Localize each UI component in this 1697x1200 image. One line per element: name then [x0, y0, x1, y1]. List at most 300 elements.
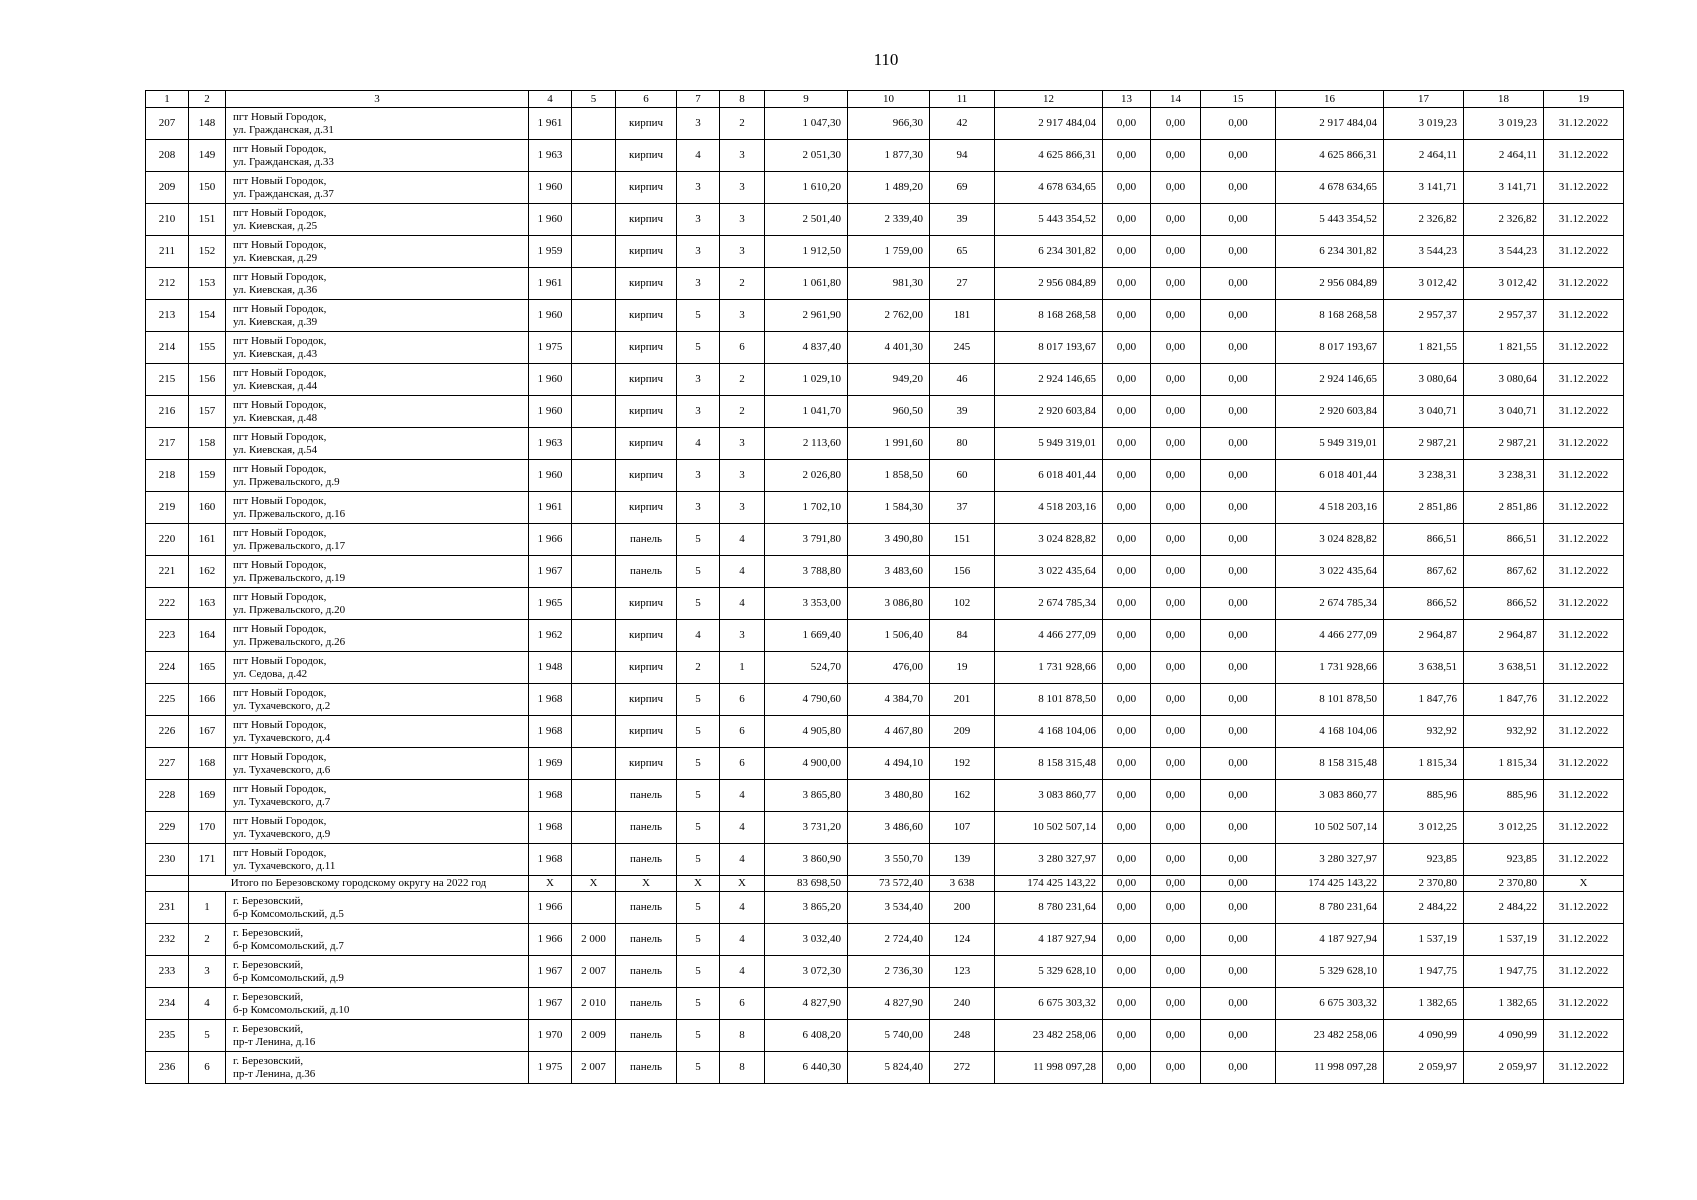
cell-c14: 0,00: [1151, 204, 1201, 236]
cell-c6: кирпич: [616, 652, 677, 684]
cell-c1: 230: [146, 844, 189, 876]
cell-c8: 8: [720, 1052, 765, 1084]
cell-c13: 0,00: [1103, 364, 1151, 396]
table-row: [146, 780, 1624, 812]
cell-address: [226, 204, 529, 236]
cell-c14: 0,00: [1151, 748, 1201, 780]
cell-c15: 0,00: [1201, 844, 1276, 876]
cell-c11: 200: [930, 892, 995, 924]
cell-c17: 3 638,51: [1384, 652, 1464, 684]
cell-c4: 1 959: [529, 236, 572, 268]
cell-c16: 8 017 193,67: [1276, 332, 1384, 364]
cell-c14: 0,00: [1151, 812, 1201, 844]
cell-address: [226, 1052, 529, 1084]
cell-address: [226, 956, 529, 988]
cell-c16: 10 502 507,14: [1276, 812, 1384, 844]
table-row: [146, 812, 1624, 844]
cell-c1: 219: [146, 492, 189, 524]
cell-c13: 0,00: [1103, 988, 1151, 1020]
cell-c17: 1 815,34: [1384, 748, 1464, 780]
cell-c2: 164: [189, 620, 226, 652]
cell-c15: 0,00: [1201, 108, 1276, 140]
cell-address: [226, 780, 529, 812]
cell-c19: 31.12.2022: [1544, 300, 1624, 332]
cell-c1: 221: [146, 556, 189, 588]
cell-c7: 5: [677, 300, 720, 332]
table-row: [146, 1052, 1624, 1084]
column-header-1: 1: [146, 91, 189, 108]
cell-c8: 3: [720, 140, 765, 172]
cell-c16: 2 956 084,89: [1276, 268, 1384, 300]
cell-c10: 4 827,90: [848, 988, 930, 1020]
cell-c12: 2 924 146,65: [995, 364, 1103, 396]
cell-c19: 31.12.2022: [1544, 956, 1624, 988]
cell-c13: 0,00: [1103, 396, 1151, 428]
cell-c15: 0,00: [1201, 684, 1276, 716]
cell-c1: 211: [146, 236, 189, 268]
cell-c17: 3 080,64: [1384, 364, 1464, 396]
cell-c13: 0,00: [1103, 268, 1151, 300]
cell-c16: 8 158 315,48: [1276, 748, 1384, 780]
cell-c18: 1 947,75: [1464, 956, 1544, 988]
cell-address: [226, 396, 529, 428]
cell-c6: кирпич: [616, 396, 677, 428]
cell-c8: 3: [720, 460, 765, 492]
cell-c7: 4: [677, 428, 720, 460]
cell-c4: 1 968: [529, 844, 572, 876]
cell-c12: 3 022 435,64: [995, 556, 1103, 588]
cell-c10: 1 877,30: [848, 140, 930, 172]
cell-c9: 1 029,10: [765, 364, 848, 396]
cell-c1: 208: [146, 140, 189, 172]
cell-c11: 37: [930, 492, 995, 524]
cell-c18: 923,85: [1464, 844, 1544, 876]
cell-c7: 5: [677, 1020, 720, 1052]
cell-c6: кирпич: [616, 364, 677, 396]
cell-c1: 220: [146, 524, 189, 556]
cell-c11: 272: [930, 1052, 995, 1084]
cell-c2: 166: [189, 684, 226, 716]
cell-c11: 42: [930, 108, 995, 140]
cell-c13: 0,00: [1103, 172, 1151, 204]
address-line: ул. Тухачевского, д.11: [233, 859, 336, 872]
cell-c18: 3 040,71: [1464, 396, 1544, 428]
table-row: [146, 684, 1624, 716]
cell-c5: [572, 172, 616, 204]
cell-c2: 157: [189, 396, 226, 428]
cell-address: [226, 924, 529, 956]
cell-c8: 3: [720, 204, 765, 236]
cell-c11: 181: [930, 300, 995, 332]
cell-c10: 1 489,20: [848, 172, 930, 204]
cell-c19: 31.12.2022: [1544, 236, 1624, 268]
cell-c13: 0,00: [1103, 300, 1151, 332]
cell-c1: 216: [146, 396, 189, 428]
cell-address: [226, 300, 529, 332]
cell-c4: 1 962: [529, 620, 572, 652]
cell-c14: 0,00: [1151, 652, 1201, 684]
cell-c4: 1 960: [529, 300, 572, 332]
cell-c10: 949,20: [848, 364, 930, 396]
cell-c10: 3 490,80: [848, 524, 930, 556]
address-line: пгт Новый Городок,: [233, 334, 327, 347]
cell-c15: 0,00: [1201, 364, 1276, 396]
cell-c1: 214: [146, 332, 189, 364]
cell-c15: 0,00: [1201, 588, 1276, 620]
cell-c18: 1 537,19: [1464, 924, 1544, 956]
cell-c2: 4: [189, 988, 226, 1020]
cell-c6: панель: [616, 892, 677, 924]
cell-c13: 0,00: [1103, 748, 1151, 780]
cell-address: [226, 588, 529, 620]
cell-c2: 2: [189, 924, 226, 956]
cell-c16: 6 675 303,32: [1276, 988, 1384, 1020]
cell-c7: 3: [677, 172, 720, 204]
column-header-2: 2: [189, 91, 226, 108]
cell-c12: 6 675 303,32: [995, 988, 1103, 1020]
table-row: [146, 892, 1624, 924]
cell-c11: 39: [930, 204, 995, 236]
cell-c10: 1 858,50: [848, 460, 930, 492]
cell-c13: 0,00: [1103, 780, 1151, 812]
cell-c4: 1 965: [529, 588, 572, 620]
cell-c19: 31.12.2022: [1544, 716, 1624, 748]
cell-c19: 31.12.2022: [1544, 268, 1624, 300]
cell-c8: 4: [720, 812, 765, 844]
cell-c10: 2 339,40: [848, 204, 930, 236]
address-line: ул. Пржевальского, д.16: [233, 507, 346, 520]
cell-c16: 2 674 785,34: [1276, 588, 1384, 620]
cell-c6: панель: [616, 556, 677, 588]
cell-c9: 4 837,40: [765, 332, 848, 364]
cell-c13: 0,00: [1103, 204, 1151, 236]
address-line: ул. Киевская, д.29: [233, 251, 318, 264]
cell-c18: 1 821,55: [1464, 332, 1544, 364]
address-line: ул. Киевская, д.36: [233, 283, 318, 296]
address-line: пгт Новый Городок,: [233, 686, 327, 699]
cell-c18: 3 080,64: [1464, 364, 1544, 396]
cell-address: [226, 1020, 529, 1052]
cell-address: [226, 892, 529, 924]
table-row: [146, 748, 1624, 780]
address-line: ул. Пржевальского, д.17: [233, 539, 346, 552]
cell-c12: 10 502 507,14: [995, 812, 1103, 844]
cell-c19: 31.12.2022: [1544, 460, 1624, 492]
cell-c9: 1 041,70: [765, 396, 848, 428]
cell-c16: 2 920 603,84: [1276, 396, 1384, 428]
cell-c16: 3 280 327,97: [1276, 844, 1384, 876]
housing-register-table: [145, 90, 1624, 1084]
table-row: [146, 924, 1624, 956]
table-row: [146, 140, 1624, 172]
cell-c18: 2 484,22: [1464, 892, 1544, 924]
address-line: пгт Новый Городок,: [233, 494, 327, 507]
cell-c1: 218: [146, 460, 189, 492]
cell-c8: 6: [720, 332, 765, 364]
cell-c15: 0,00: [1201, 268, 1276, 300]
cell-c10: 1 759,00: [848, 236, 930, 268]
cell-c4: 1 967: [529, 988, 572, 1020]
cell-c1: 207: [146, 108, 189, 140]
cell-c6: панель: [616, 812, 677, 844]
cell-c11: 139: [930, 844, 995, 876]
table-row: [146, 172, 1624, 204]
cell-c14: 0,00: [1151, 892, 1201, 924]
cell-c9: 3 072,30: [765, 956, 848, 988]
cell-c4: 1 963: [529, 140, 572, 172]
cell-c7: 5: [677, 812, 720, 844]
cell-c12: 4 187 927,94: [995, 924, 1103, 956]
cell-c14: 0,00: [1151, 684, 1201, 716]
cell-c7: 3: [677, 396, 720, 428]
cell-c10: 2 724,40: [848, 924, 930, 956]
cell-c12: 8 158 315,48: [995, 748, 1103, 780]
cell-c5: [572, 524, 616, 556]
cell-c19: 31.12.2022: [1544, 492, 1624, 524]
cell-c7: 4: [677, 620, 720, 652]
address-line: пгт Новый Городок,: [233, 110, 327, 123]
cell-c16: 2 924 146,65: [1276, 364, 1384, 396]
cell-address: [226, 236, 529, 268]
cell-c8: 2: [720, 396, 765, 428]
cell-c14: 0,00: [1151, 780, 1201, 812]
cell-c17: 3 040,71: [1384, 396, 1464, 428]
total-cell-c5: X: [572, 876, 616, 892]
total-cell-c19: X: [1544, 876, 1624, 892]
cell-c6: кирпич: [616, 236, 677, 268]
address-line: пгт Новый Городок,: [233, 142, 327, 155]
column-header-8: 8: [720, 91, 765, 108]
cell-c15: 0,00: [1201, 924, 1276, 956]
address-line: ул. Киевская, д.44: [233, 379, 318, 392]
cell-c10: 981,30: [848, 268, 930, 300]
cell-c17: 3 012,25: [1384, 812, 1464, 844]
cell-c13: 0,00: [1103, 924, 1151, 956]
cell-c1: 217: [146, 428, 189, 460]
cell-c10: 5 740,00: [848, 1020, 930, 1052]
cell-c13: 0,00: [1103, 716, 1151, 748]
cell-c7: 5: [677, 956, 720, 988]
cell-c7: 2: [677, 652, 720, 684]
cell-c7: 5: [677, 988, 720, 1020]
total-cell-c11: 3 638: [930, 876, 995, 892]
cell-c5: [572, 108, 616, 140]
column-header-14: 14: [1151, 91, 1201, 108]
cell-c1: 222: [146, 588, 189, 620]
cell-c2: 3: [189, 956, 226, 988]
cell-c2: 156: [189, 364, 226, 396]
cell-c7: 3: [677, 460, 720, 492]
cell-c10: 960,50: [848, 396, 930, 428]
cell-c12: 5 443 354,52: [995, 204, 1103, 236]
address-line: пгт Новый Городок,: [233, 526, 327, 539]
cell-c13: 0,00: [1103, 428, 1151, 460]
cell-c19: 31.12.2022: [1544, 1052, 1624, 1084]
cell-c10: 4 401,30: [848, 332, 930, 364]
cell-c16: 8 101 878,50: [1276, 684, 1384, 716]
cell-c11: 69: [930, 172, 995, 204]
cell-c1: 235: [146, 1020, 189, 1052]
address-line: ул. Тухачевского, д.9: [233, 827, 331, 840]
cell-c15: 0,00: [1201, 332, 1276, 364]
cell-c7: 3: [677, 268, 720, 300]
cell-c19: 31.12.2022: [1544, 892, 1624, 924]
address-line: пгт Новый Городок,: [233, 430, 327, 443]
cell-address: [226, 524, 529, 556]
cell-c16: 6 018 401,44: [1276, 460, 1384, 492]
cell-c10: 3 550,70: [848, 844, 930, 876]
total-cell-c8: X: [720, 876, 765, 892]
cell-c19: 31.12.2022: [1544, 844, 1624, 876]
cell-c17: 885,96: [1384, 780, 1464, 812]
cell-c7: 5: [677, 844, 720, 876]
cell-c19: 31.12.2022: [1544, 108, 1624, 140]
column-header-17: 17: [1384, 91, 1464, 108]
cell-c14: 0,00: [1151, 300, 1201, 332]
cell-address: [226, 268, 529, 300]
cell-c4: 1 966: [529, 524, 572, 556]
column-header-3: 3: [226, 91, 529, 108]
column-header-9: 9: [765, 91, 848, 108]
table-row: [146, 268, 1624, 300]
cell-c18: 4 090,99: [1464, 1020, 1544, 1052]
cell-c18: 866,51: [1464, 524, 1544, 556]
cell-c15: 0,00: [1201, 620, 1276, 652]
cell-c12: 4 466 277,09: [995, 620, 1103, 652]
cell-address: [226, 812, 529, 844]
cell-c19: 31.12.2022: [1544, 332, 1624, 364]
cell-c7: 4: [677, 140, 720, 172]
cell-c16: 4 625 866,31: [1276, 140, 1384, 172]
address-line: пгт Новый Городок,: [233, 750, 327, 763]
cell-c17: 923,85: [1384, 844, 1464, 876]
cell-c13: 0,00: [1103, 588, 1151, 620]
address-line: ул. Тухачевского, д.2: [233, 699, 331, 712]
cell-c11: 245: [930, 332, 995, 364]
cell-c4: 1 966: [529, 924, 572, 956]
cell-c8: 4: [720, 924, 765, 956]
cell-c16: 4 187 927,94: [1276, 924, 1384, 956]
cell-c18: 3 012,42: [1464, 268, 1544, 300]
address-line: пгт Новый Городок,: [233, 622, 327, 635]
total-cell-c9: 83 698,50: [765, 876, 848, 892]
cell-c12: 6 018 401,44: [995, 460, 1103, 492]
cell-c9: 3 353,00: [765, 588, 848, 620]
cell-c15: 0,00: [1201, 812, 1276, 844]
total-cell-c16: 174 425 143,22: [1276, 876, 1384, 892]
cell-c11: 240: [930, 988, 995, 1020]
cell-c19: 31.12.2022: [1544, 924, 1624, 956]
cell-c2: 159: [189, 460, 226, 492]
address-line: б-р Комсомольский, д.7: [233, 939, 344, 952]
cell-c11: 123: [930, 956, 995, 988]
cell-c12: 23 482 258,06: [995, 1020, 1103, 1052]
cell-c6: панель: [616, 956, 677, 988]
cell-c15: 0,00: [1201, 300, 1276, 332]
cell-address: [226, 652, 529, 684]
cell-c7: 5: [677, 892, 720, 924]
cell-c2: 158: [189, 428, 226, 460]
cell-c5: [572, 300, 616, 332]
cell-c12: 5 329 628,10: [995, 956, 1103, 988]
cell-c2: 167: [189, 716, 226, 748]
address-line: пгт Новый Городок,: [233, 590, 327, 603]
table-row: [146, 1020, 1624, 1052]
column-header-13: 13: [1103, 91, 1151, 108]
cell-c2: 154: [189, 300, 226, 332]
cell-c5: [572, 588, 616, 620]
cell-c19: 31.12.2022: [1544, 364, 1624, 396]
cell-c8: 4: [720, 588, 765, 620]
cell-c7: 5: [677, 780, 720, 812]
column-header-18: 18: [1464, 91, 1544, 108]
cell-c10: 2 762,00: [848, 300, 930, 332]
address-line: ул. Киевская, д.54: [233, 443, 318, 456]
cell-c18: 3 012,25: [1464, 812, 1544, 844]
cell-c19: 31.12.2022: [1544, 812, 1624, 844]
cell-c18: 3 019,23: [1464, 108, 1544, 140]
address-line: пгт Новый Городок,: [233, 302, 327, 315]
cell-c15: 0,00: [1201, 556, 1276, 588]
cell-c6: панель: [616, 844, 677, 876]
cell-c9: 3 860,90: [765, 844, 848, 876]
cell-c14: 0,00: [1151, 1020, 1201, 1052]
cell-c14: 0,00: [1151, 1052, 1201, 1084]
address-line: г. Березовский,: [233, 958, 304, 971]
cell-c1: 229: [146, 812, 189, 844]
cell-c17: 866,51: [1384, 524, 1464, 556]
cell-c8: 2: [720, 108, 765, 140]
total-cell-c17: 2 370,80: [1384, 876, 1464, 892]
cell-c12: 4 678 634,65: [995, 172, 1103, 204]
table-row: [146, 588, 1624, 620]
cell-c5: [572, 204, 616, 236]
cell-c8: 3: [720, 300, 765, 332]
cell-c14: 0,00: [1151, 988, 1201, 1020]
cell-c4: 1 961: [529, 108, 572, 140]
cell-c17: 1 382,65: [1384, 988, 1464, 1020]
cell-c19: 31.12.2022: [1544, 140, 1624, 172]
cell-c15: 0,00: [1201, 428, 1276, 460]
cell-c13: 0,00: [1103, 1052, 1151, 1084]
cell-c12: 4 518 203,16: [995, 492, 1103, 524]
cell-c15: 0,00: [1201, 780, 1276, 812]
cell-c5: 2 007: [572, 1052, 616, 1084]
cell-c9: 4 905,80: [765, 716, 848, 748]
cell-c2: 1: [189, 892, 226, 924]
cell-c15: 0,00: [1201, 396, 1276, 428]
cell-address: [226, 620, 529, 652]
cell-c16: 3 022 435,64: [1276, 556, 1384, 588]
cell-c6: кирпич: [616, 428, 677, 460]
column-header-4: 4: [529, 91, 572, 108]
cell-c14: 0,00: [1151, 332, 1201, 364]
cell-address: [226, 844, 529, 876]
cell-c8: 4: [720, 780, 765, 812]
cell-c5: [572, 140, 616, 172]
cell-c12: 3 083 860,77: [995, 780, 1103, 812]
cell-c14: 0,00: [1151, 556, 1201, 588]
cell-c11: 80: [930, 428, 995, 460]
cell-c1: 234: [146, 988, 189, 1020]
cell-c16: 8 168 268,58: [1276, 300, 1384, 332]
cell-c19: 31.12.2022: [1544, 652, 1624, 684]
address-line: пгт Новый Городок,: [233, 814, 327, 827]
cell-c5: 2 009: [572, 1020, 616, 1052]
cell-c16: 3 083 860,77: [1276, 780, 1384, 812]
cell-c4: 1 961: [529, 268, 572, 300]
cell-c6: панель: [616, 988, 677, 1020]
